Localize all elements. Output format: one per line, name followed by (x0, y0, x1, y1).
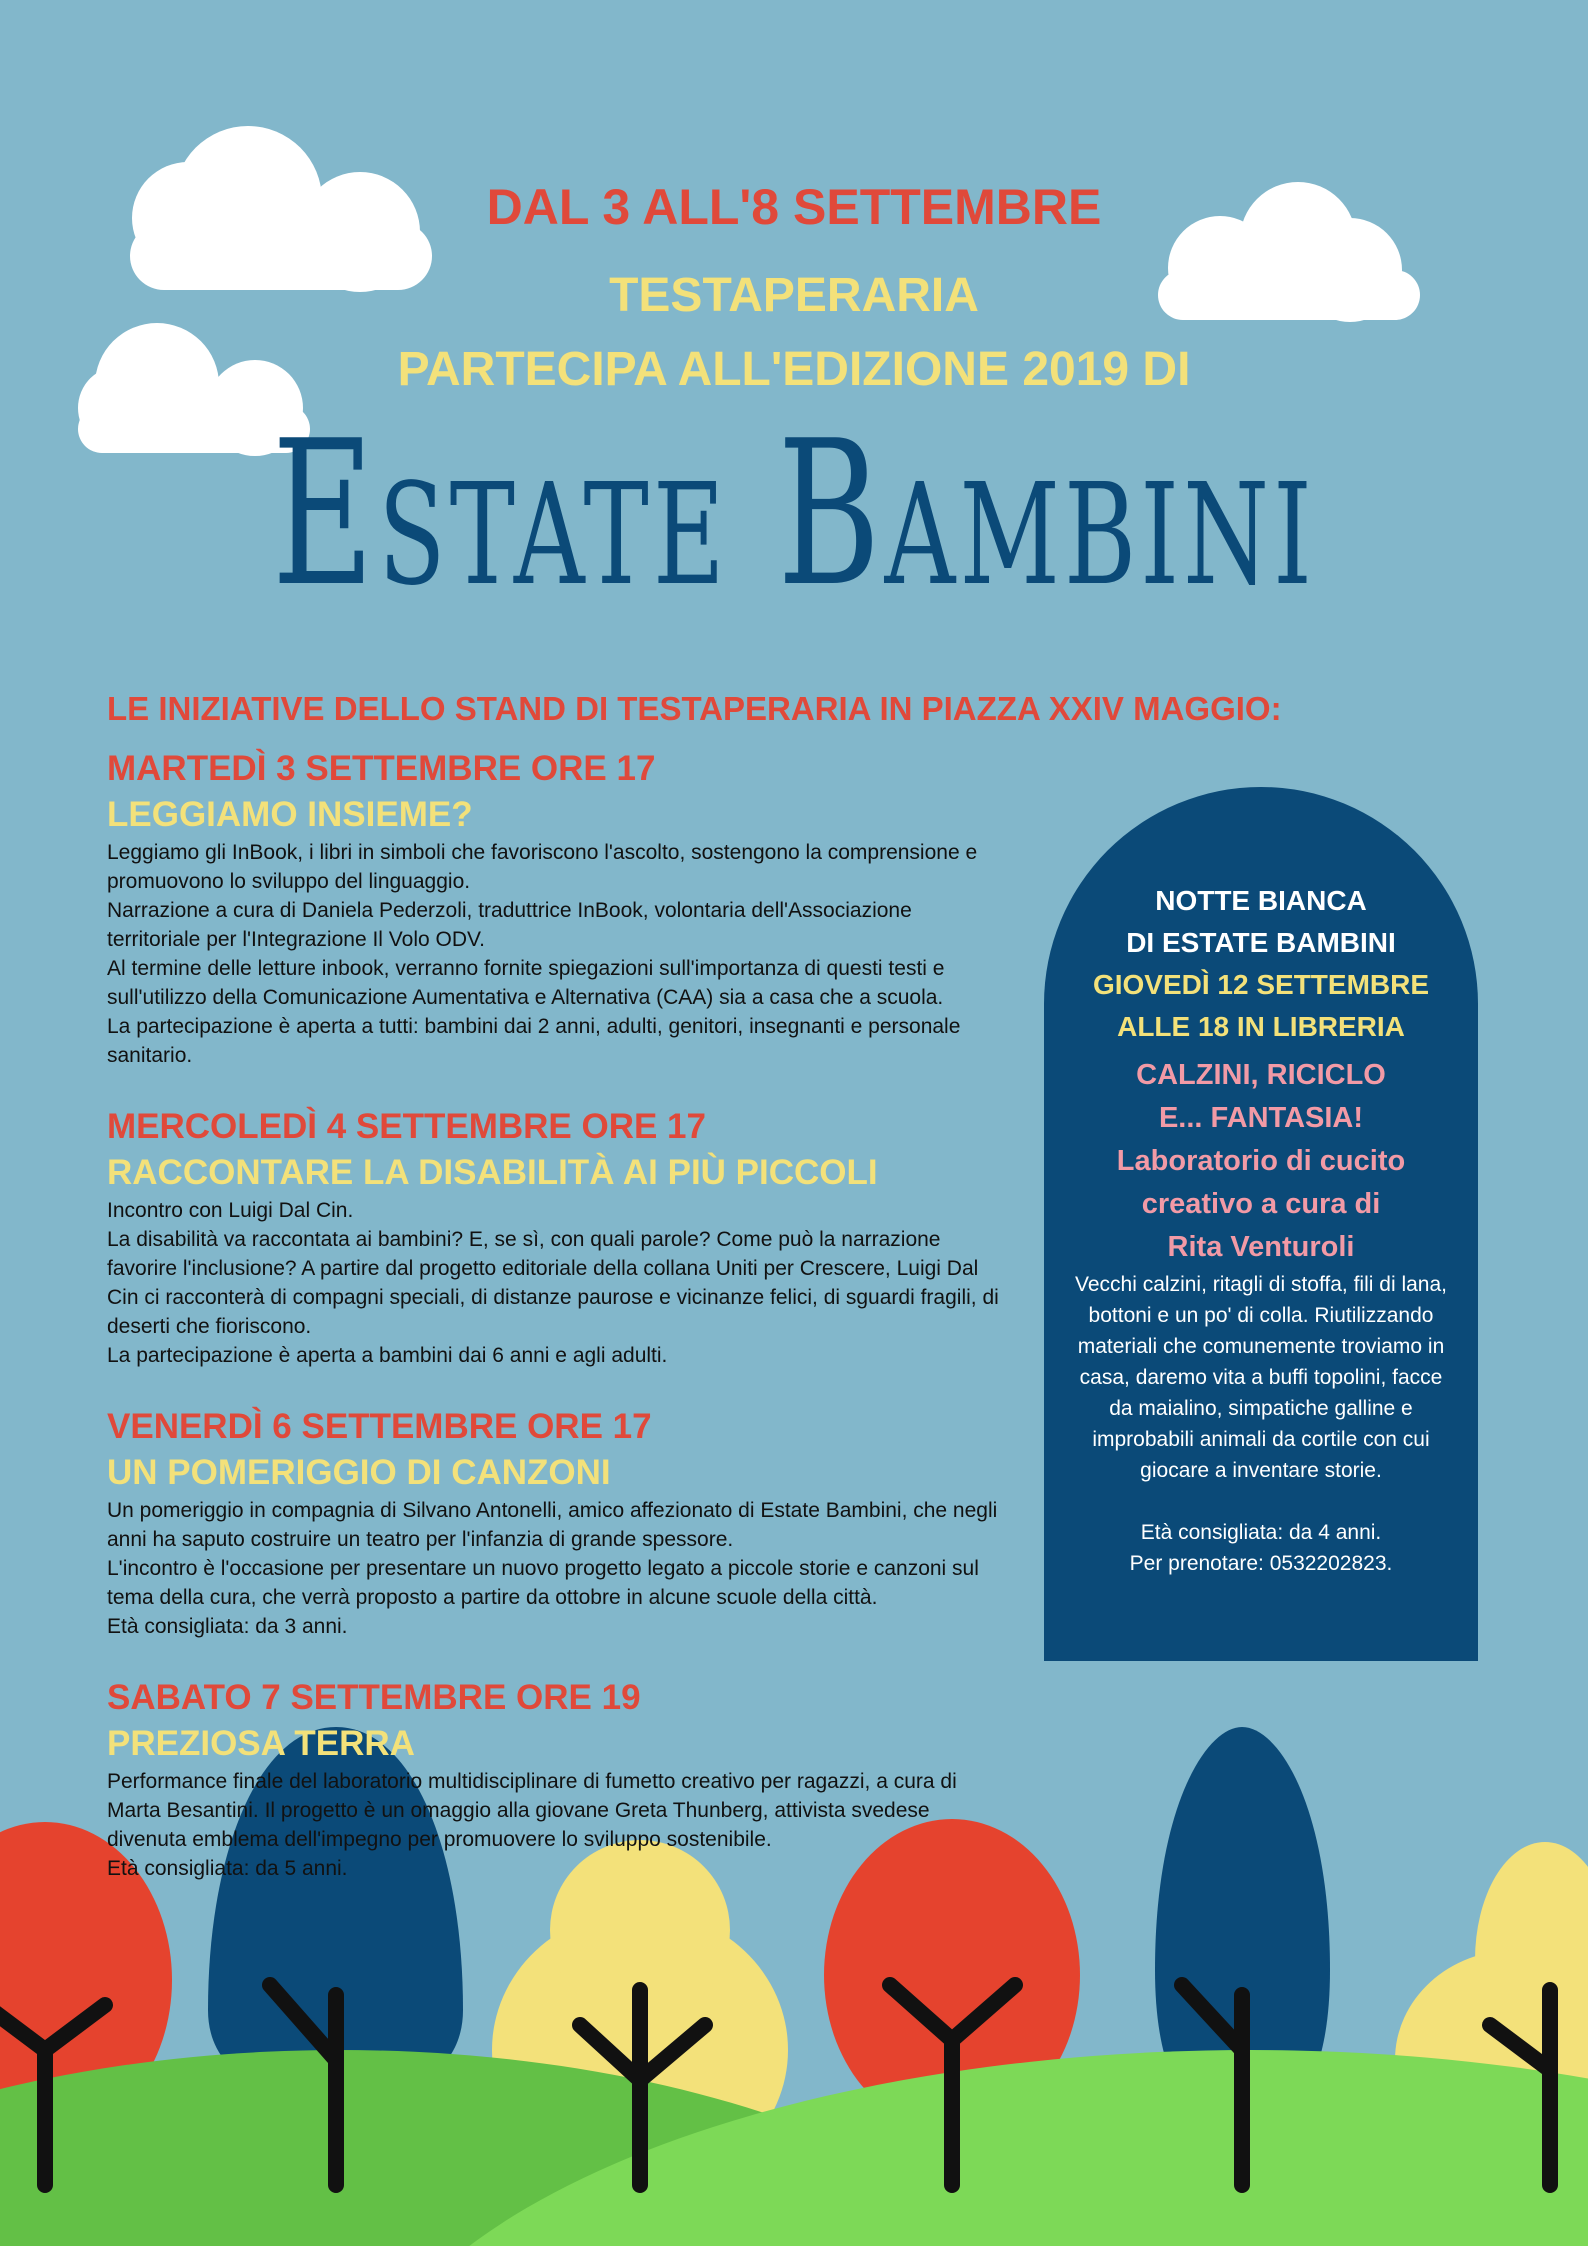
event-item (107, 1104, 1002, 1370)
event-title: UN POMERIGGIO DI CANZONI (107, 1453, 611, 1492)
page-title: Estate Bambini (271, 398, 1317, 631)
event-description (107, 1196, 1002, 1370)
event-paragraph: Leggiamo gli InBook, i libri in simboli che favoriscono l'ascolto, sostengono la comprensione e promuovono lo sviluppo del linguaggio. (107, 841, 978, 893)
event-paragraph: L'incontro è l'occasione per presentare un nuovo progetto legato a piccole storie e canzoni sul tema della cura, che verrà proposto a partire da ottobre in alcune scuole della città. (107, 1557, 979, 1609)
notte-bianca-title: NOTTE BIANCA (1155, 885, 1367, 916)
event-paragraph: Narrazione a cura di Daniela Pederzoli, traduttrice InBook, volontaria dell'Associazione territoriale per l'Integrazione Il Volo ODV. (107, 899, 912, 951)
lab-title: E... FANTASIA! (1158, 1102, 1364, 1134)
lab-subtitle: Laboratorio di cucito (1116, 1145, 1406, 1177)
event-paragraph: Un pomeriggio in compagnia di Silvano Antonelli, amico affezionato di Estate Bambini, che negli anni ha saputo costruire un teatro per l'infanzia di grande spessore. (107, 1499, 998, 1551)
event-description (107, 1496, 1002, 1641)
lab-age: Età consigliata: da 4 anni. (1140, 1521, 1382, 1544)
date-range: DAL 3 ALL'8 SETTEMBRE (486, 179, 1102, 235)
lab-subtitle: creativo a cura di (1141, 1188, 1381, 1220)
event-item (107, 746, 1002, 1070)
lab-host: Rita Venturoli (1167, 1231, 1355, 1263)
event-paragraph: Età consigliata: da 5 anni. (107, 1857, 348, 1880)
lab-description: Vecchi calzini, ritagli di stoffa, fili di lana, bottoni e un po' di colla. Riutilizzando materiali che comunemente troviamo in casa, daremo vita a buffi topolini, facce da maialino, simpatiche galline e improbabili animali da cortile con cui giocare a inventare storie. (1075, 1273, 1447, 1482)
event-paragraph: Al termine delle letture inbook, verranno fornite spiegazioni sull'importanza di questi testi e sull'utilizzo della Comunicazione Aumentativa e Alternativa (CAA) sia a casa che a scuola. (107, 957, 945, 1009)
event-date: SABATO 7 SETTEMBRE ORE 19 (107, 1678, 641, 1717)
event-paragraph: La partecipazione è aperta a bambini dai 6 anni e agli adulti. (107, 1344, 668, 1367)
edition-line: PARTECIPA ALL'EDIZIONE 2019 DI (397, 343, 1191, 396)
lab-booking: Per prenotare: 0532202823. (1129, 1552, 1393, 1575)
event-title: PREZIOSA TERRA (107, 1724, 415, 1763)
event-paragraph: Età consigliata: da 3 anni. (107, 1615, 348, 1638)
event-date: MERCOLEDÌ 4 SETTEMBRE ORE 17 (107, 1107, 706, 1146)
event-description (107, 838, 1002, 1070)
lab-title: CALZINI, RICICLO (1136, 1059, 1386, 1091)
event-description (107, 1767, 1002, 1883)
notte-bianca-time: ALLE 18 IN LIBRERIA (1117, 1011, 1405, 1042)
event-title: RACCONTARE LA DISABILITÀ AI PIÙ PICCOLI (107, 1153, 878, 1192)
notte-bianca-date: GIOVEDÌ 12 SETTEMBRE (1092, 969, 1430, 1000)
notte-bianca-subtitle: DI ESTATE BAMBINI (1126, 927, 1396, 958)
notte-bianca-content (1044, 880, 1478, 1579)
event-item (107, 1675, 1002, 1883)
event-paragraph: Performance finale del laboratorio multidisciplinare di fumetto creativo per ragazzi, a cura di Marta Besantini. Il progetto è un omaggio alla giovane Greta Thunberg, attivista svedese divenuta emblema dell'impegno per promuovere lo sviluppo sostenibile. (107, 1770, 957, 1851)
event-paragraph: Incontro con Luigi Dal Cin. (107, 1199, 354, 1222)
event-date: MARTEDÌ 3 SETTEMBRE ORE 17 (107, 749, 656, 788)
event-paragraph: La disabilità va raccontata ai bambini? E, se sì, con quali parole? Come può la narrazione favorire l'inclusione? A partire dal progetto editoriale della collana Uniti per Crescere, Luigi Dal Cin ci racconterà di compagni speciali, di distanze paurose e vicinanze felici, di sguardi fragili, di deserti che fioriscono. (107, 1228, 999, 1338)
event-title: LEGGIAMO INSIEME? (107, 795, 473, 834)
event-date: VENERDÌ 6 SETTEMBRE ORE 17 (107, 1407, 652, 1446)
organizer-name: TESTAPERARIA (609, 269, 979, 322)
event-item (107, 1404, 1002, 1641)
event-paragraph: La partecipazione è aperta a tutti: bambini dai 2 anni, adulti, genitori, insegnanti e personale sanitario. (107, 1015, 961, 1067)
events-heading: LE INIZIATIVE DELLO STAND DI TESTAPERARIA IN PIAZZA XXIV MAGGIO: (107, 690, 1282, 727)
